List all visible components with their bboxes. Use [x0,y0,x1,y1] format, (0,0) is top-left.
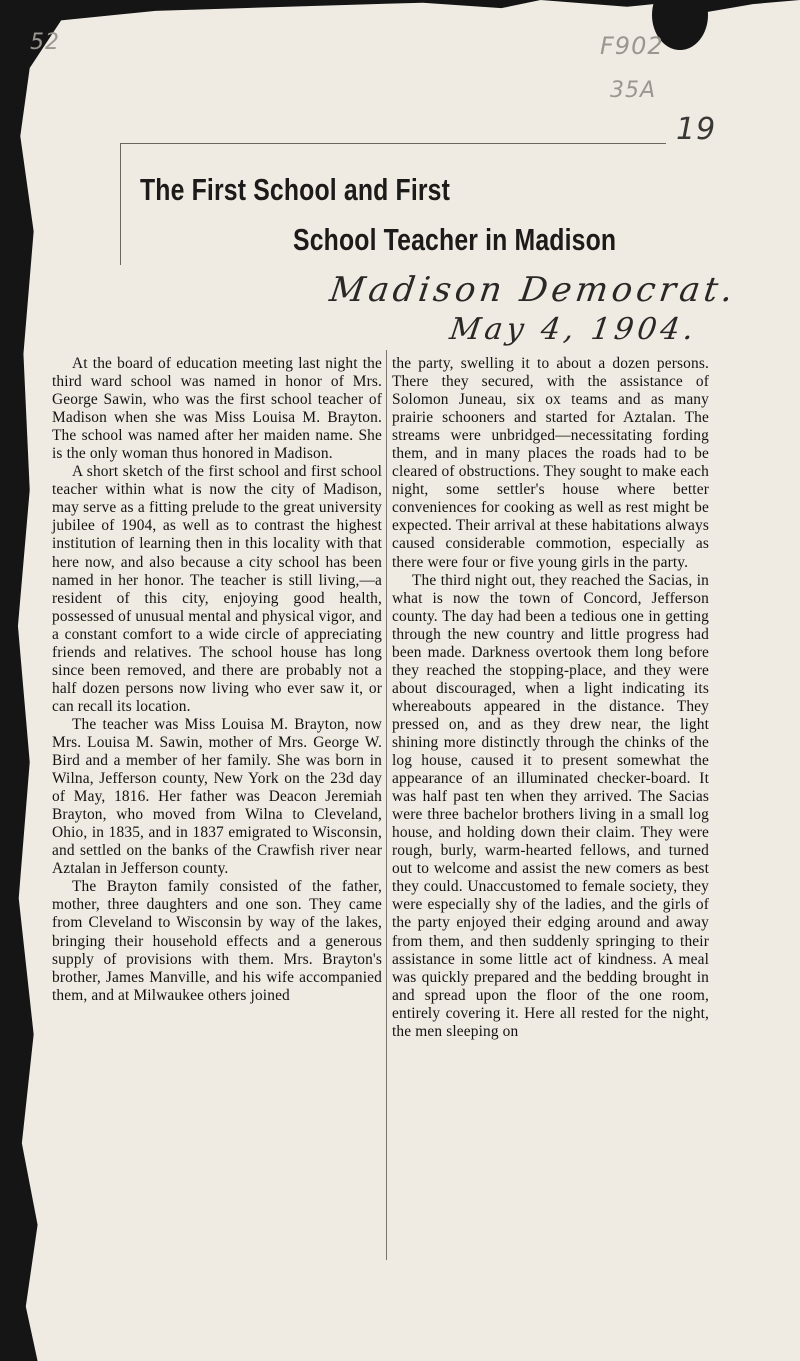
headline-frame-top [120,143,666,144]
article-column-left [52,355,382,1005]
left-paragraph-1: At the board of education meeting last night the third ward school was named in honor of Mrs. George Sawin, who was the first school teacher of Madison when she was Miss Louisa M. Brayton. The school was named after her maiden name. She is the only woman thus honored in Madison. [52,355,382,463]
article-column-right [392,355,709,1041]
headline-line-1: The First School and First [140,172,451,207]
left-paragraph-2: A short sketch of the first school and first school teacher within what is now the city of Madison, may serve as a fitting prelude to the great university jubilee of 1904, as well as to contrast the highest institution of learning then in this locality with that here now, and also because a city school has been named in her honor. The teacher is still living,—a resident of this city, enjoying good health, possessed of unusual mental and physical vigor, and a constant comfort to a wide circle of appreciating friends and relatives. The school house has long since been removed, and there are probably not a half dozen persons now living who ever saw it, or can recall its location. [52,463,382,715]
headline-line-2: School Teacher in Madison [293,222,617,257]
sub-number: 35A [610,78,657,103]
page-number: 19 [676,112,717,147]
catalog-number: F902 [600,32,664,60]
headline-frame-left [120,143,121,265]
handwritten-date: May 4, 1904. [447,312,700,347]
right-paragraph-2: The third night out, they reached the Sacias, in what is now the town of Concord, Jefferson county. The day had been a tedious one in getting through the new country and little progress had been made. Darkness overtook them long before they reached the stopping-place, and they were about discouraged, when a light indicating its whereabouts appeared in the distance. They pressed on, and as they drew near, the light shining more distinctly through the chinks of the log house, caused it to present somewhat the appearance of an illuminated checker-board. It was half past ten when they arrived. The Sacias were three bachelor brothers living in a small log house, and holding down their claim. They were rough, burly, warm-hearted fellows, and turned out to welcome and assist the new comers as best they could. Unaccustomed to female society, they were especially shy of the ladies, and the girls of the party enjoyed their edging around and away from them, and then suddenly springing to their assistance in some little act of kindness. A meal was quickly prepared and the bedding brought in and spread upon the floor of the one room, entirely covering it. Here all rested for the night, the men sleeping on [392,571,709,1040]
left-paragraph-3: The teacher was Miss Louisa M. Brayton, now Mrs. Louisa M. Sawin, mother of Mrs. George W. Bird and a member of her family. She was born in Wilna, Jefferson county, New York on the 23d day of May, 1816. Her father was Deacon Jeremiah Brayton, who moved from Wilna to Cleveland, Ohio, in 1835, and in 1837 emigrated to Wisconsin, and settled on the banks of the Crawfish river near Aztalan in Jefferson county. [52,715,382,878]
right-paragraph-1: the party, swelling it to about a dozen persons. There they secured, with the assistance of Solomon Juneau, six ox teams and as many prairie schooners and started for Aztalan. The streams were unbridged—necessitating fording them, and in many places the roads had to be cleared of obstructions. They sought to make each night, some settler's house where better conveniences for cooking as well as rest might be expected. Their arrival at these habitations always caused considerable commotion, especially as there were four or five young girls in the party. [392,355,709,571]
column-divider [386,350,387,1260]
handwritten-publication: Madison Democrat. [327,270,740,310]
left-paragraph-4: The Brayton family consisted of the father, mother, three daughters and one son. They came from Cleveland to Wisconsin by way of the lakes, bringing their household effects and a generous supply of provisions with them. Mrs. Brayton's brother, James Manville, and his wife accompanied them, and at Milwaukee others joined [52,878,382,1004]
margin-note-top-left: 52 [30,30,60,55]
